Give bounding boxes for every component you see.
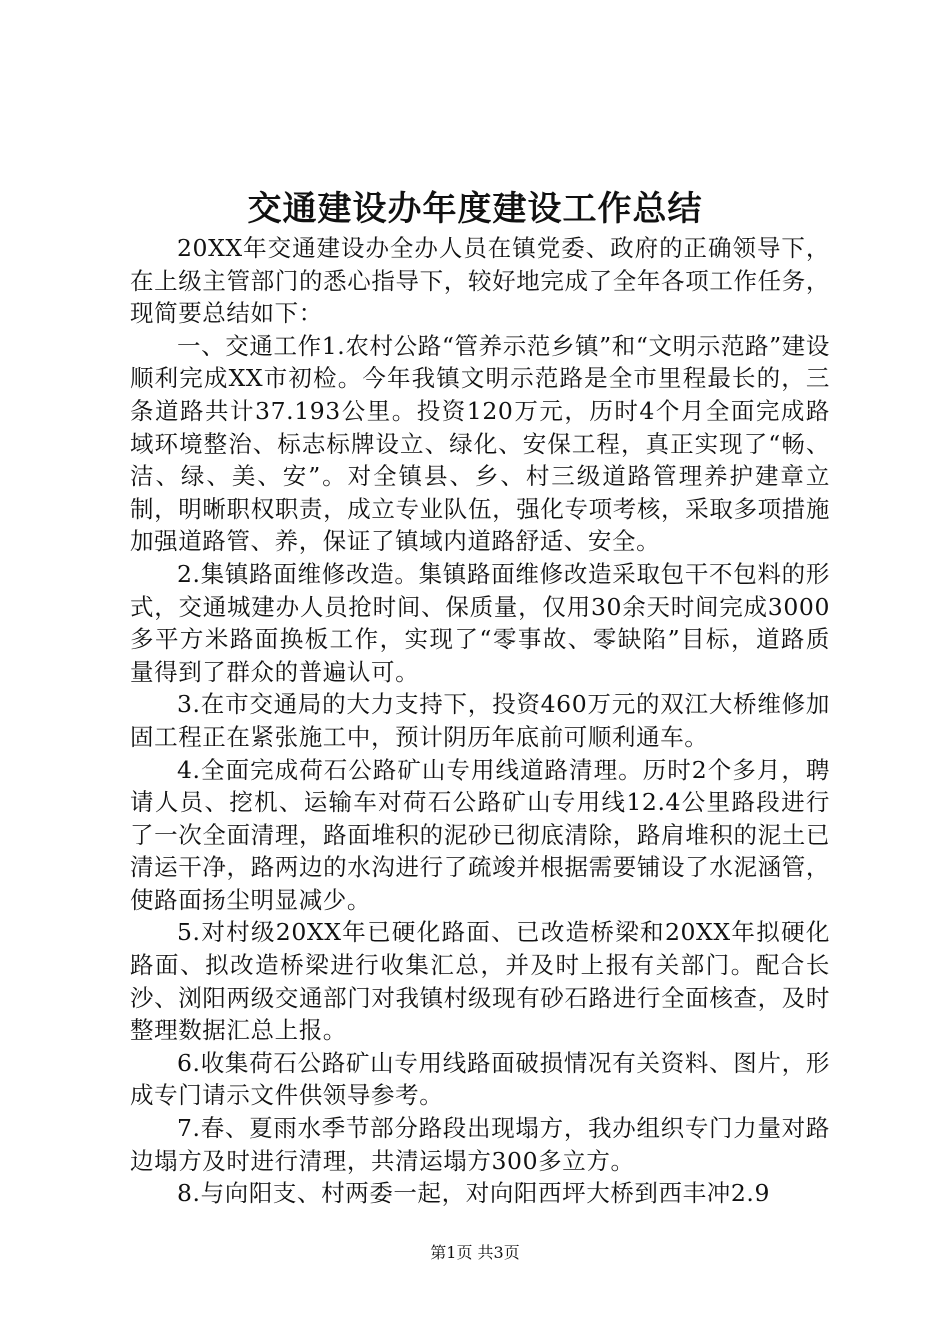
paragraph-item-3: 3.在市交通局的大力支持下，投资460万元的双江大桥维修加固工程正在紧张施工中，预计阴历年底前可顺利通车。 bbox=[130, 690, 830, 751]
paragraph-item-8: 8.与向阳支、村两委一起，对向阳西坪大桥到西丰冲2.9 bbox=[177, 1179, 770, 1208]
paragraph-item-6: 6.收集荷石公路矿山专用线路面破损情况有关资料、图片，形成专门请示文件供领导参考。 bbox=[130, 1048, 830, 1110]
paragraph-item-7: 7.春、夏雨水季节部分路段出现塌方，我办组织专门力量对路边塌方及时进行清理，共清运塌方300多立方。 bbox=[130, 1114, 830, 1175]
paragraph-intro: 20XX年交通建设办全办人员在镇党委、政府的正确领导下，在上级主管部门的悉心指导下，较好地完成了全年各项工作任务，现简要总结如下： bbox=[130, 234, 830, 328]
paragraph-item-5: 5.对村级20XX年已硬化路面、已改造桥梁和20XX年拟硬化路面、拟改造桥梁进行收集汇总，并及时上报有关部门。配合长沙、浏阳两级交通部门对我镇村级现有砂石路进行全面核查，及时整理数据汇总上报。 bbox=[130, 918, 830, 1045]
page-footer: 第1页 共3页 bbox=[430, 1243, 520, 1262]
paragraph-item-2: 2.集镇路面维修改造。集镇路面维修改造采取包干不包料的形式，交通城建办人员抢时间、保质量，仅用30余天时间完成3000多平方米路面换板工作，实现了“零事故、零缺陷”目标，道路质量得到了群众的普遍认可。 bbox=[130, 559, 830, 686]
document-body bbox=[130, 232, 830, 1210]
paragraph-item-4: 4.全面完成荷石公路矿山专用线道路清理。历时2个多月，聘请人员、挖机、运输车对荷石公路矿山专用线12.4公里路段进行了一次全面清理，路面堆积的泥砂已彻底清除，路肩堆积的泥土已清运干净，路两边的水沟进行了疏竣并根据需要铺设了水泥涵管，使路面扬尘明显减少。 bbox=[130, 755, 830, 914]
document-title: 交通建设办年度建设工作总结 bbox=[247, 189, 703, 229]
paragraph-traffic-work-1: 一、交通工作1.农村公路“管养示范乡镇”和“文明示范路”建设顺利完成XX市初检。今年我镇文明示范路是全市里程最长的，三条道路共计37.193公里。投资120万元，历时4个月全面完成路域环境整治、标志标牌设立、绿化、安保工程，真正实现了“畅、洁、绿、美、安”。对全镇县、乡、村三级道路管理养护建章立制，明晰职权职责，成立专业队伍，强化专项考核，采取多项措施加强道路管、养，保证了镇域内道路舒适、安全。 bbox=[130, 331, 830, 556]
